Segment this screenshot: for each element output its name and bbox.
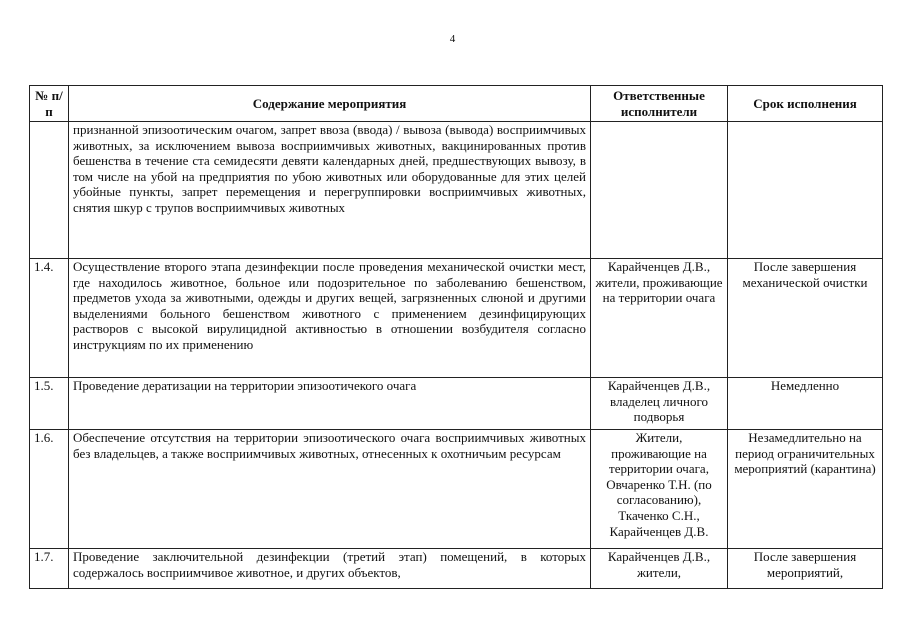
row-deadline: После завершения мероприятий, (728, 549, 883, 589)
table-row (30, 378, 883, 430)
row-content: Осуществление второго этапа дезинфекции после проведения механической очистки мест, где находилось животное, больное или подозрительное по заболеванию бешенством, предметов ухода за животными, одежды и других вещей, загрязненных слюной и другими выделениями больного бешенством животного с применением дезинфицирующих растворов с высокой вирулицидной активностью в отношении возбудителя согласно инструкциям по их применению (69, 259, 591, 378)
header-deadline: Срок исполнения (728, 86, 883, 122)
row-num: 1.6. (30, 430, 69, 549)
table-header-row (30, 86, 883, 122)
row-content: признанной эпизоотическим очагом, запрет ввоза (ввода) / вывоза (вывода) восприимчивых животных, за исключением вывоза восприимчивых животных, вакцинированных против бешенства в течение ста семидесяти девяти календарных дней, предшествующих вывозу, в том числе на убой на предприятия по убою животных или оборудованные для этих целей убойные пункты, запрет перемещения и перегруппировки восприимчивых животных, снятия шкур с трупов восприимчивых животных (69, 122, 591, 259)
row-deadline: Незамедлительно на период ограничительных мероприятий (карантина) (728, 430, 883, 549)
row-content: Проведение дератизации на территории эпизоотичекого очага (69, 378, 591, 430)
row-content: Проведение заключительной дезинфекции (третий этап) помещений, в которых содержалось восприимчивое животное, и других объектов, (69, 549, 591, 589)
row-num (30, 122, 69, 259)
row-num: 1.4. (30, 259, 69, 378)
table-row (30, 549, 883, 589)
row-responsible: Карайченцев Д.В., жители, (591, 549, 728, 589)
measures-table (29, 85, 883, 589)
row-num: 1.7. (30, 549, 69, 589)
row-responsible: Карайченцев Д.В., жители, проживающие на территории очага (591, 259, 728, 378)
page-number: 4 (449, 33, 456, 45)
row-deadline: После завершения механической очистки (728, 259, 883, 378)
row-deadline: Немедленно (728, 378, 883, 430)
row-num: 1.5. (30, 378, 69, 430)
header-content: Содержание мероприятия (69, 86, 591, 122)
row-deadline (728, 122, 883, 259)
table-row (30, 122, 883, 259)
table-row (30, 430, 883, 549)
header-responsible: Ответственные исполнители (591, 86, 728, 122)
row-responsible (591, 122, 728, 259)
row-responsible: Жители, проживающие на территории очага, Овчаренко Т.Н. (по согласованию), Ткаченко С.Н., Карайченцев Д.В. (591, 430, 728, 549)
table-row (30, 259, 883, 378)
row-content: Обеспечение отсутствия на территории эпизоотического очага восприимчивых животных без владельцев, а также восприимчивых животных, отнесенных к охотничьим ресурсам (69, 430, 591, 549)
row-responsible: Карайченцев Д.В., владелец личного подворья (591, 378, 728, 430)
header-num: № п/п (30, 86, 69, 122)
